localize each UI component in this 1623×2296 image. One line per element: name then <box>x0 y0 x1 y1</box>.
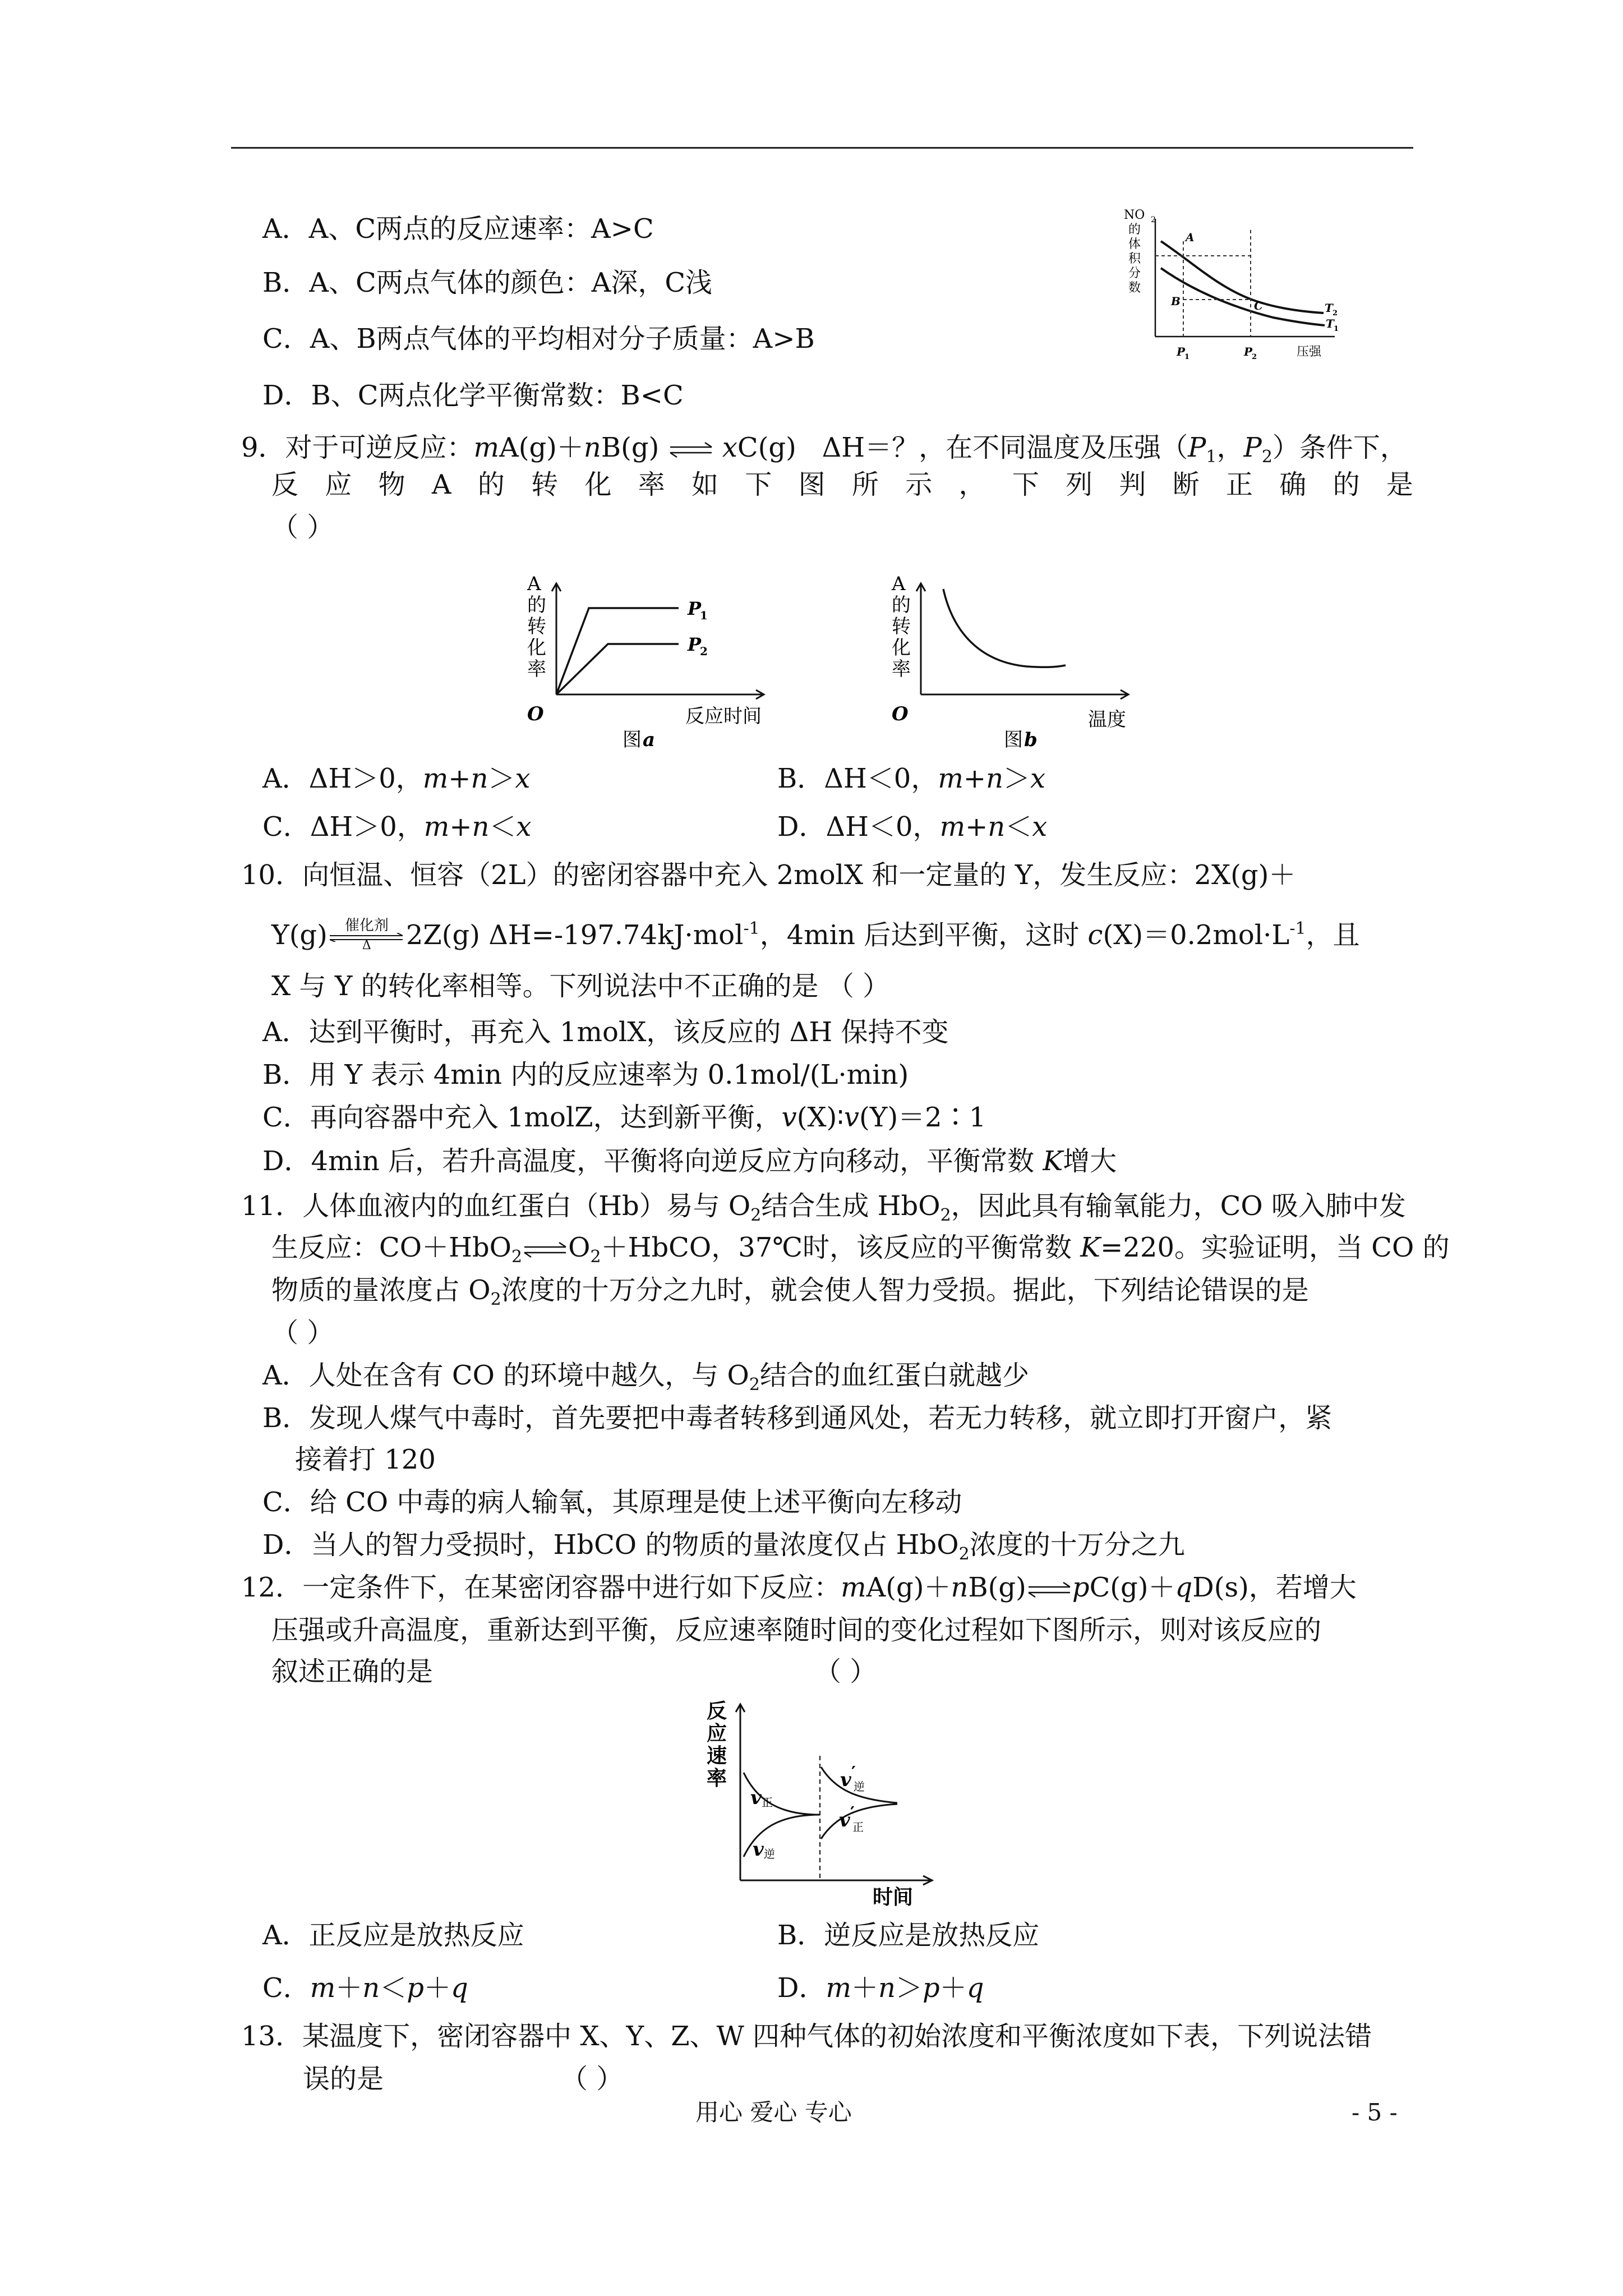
q12-v-zheng-prime: v <box>839 1809 850 1832</box>
q12-answer-paren: （ ） <box>814 1656 877 1687</box>
q9-stem-line2: 反 应 物 A 的 转 化 率 如 下 图 所 示 ， 下 列 判 断 正 确 的 是 <box>271 469 1413 500</box>
q12-option-a: A．正反应是放热反应 <box>262 1920 524 1951</box>
q12-ylabel-2: 速 <box>707 1744 727 1768</box>
q8-ylabel-0: NO <box>1124 208 1145 222</box>
q8-curve-t1: T <box>1326 317 1334 330</box>
q8-option-a: A．A、C两点的反应速率：A>C <box>262 213 654 245</box>
catalyst-arrow-icon: 催化剂 Δ <box>328 921 406 954</box>
q13-stem-line2: 误的是 <box>303 2063 384 2095</box>
q8-ylabel-3: 积 <box>1128 252 1141 266</box>
q8-curve-t2: T <box>1325 301 1333 315</box>
q9-graph-a <box>516 567 785 757</box>
q12-v-ni-prime-sub: 逆 <box>854 1780 865 1793</box>
q9-answer-paren: （ ） <box>271 512 334 543</box>
q11-option-c: C．给 CO 中毒的病人输氧，其原理是使上述平衡向左移动 <box>262 1487 962 1518</box>
q9b-ylabel-3: 化 <box>892 637 911 659</box>
q9b-xlabel: 温度 <box>1088 708 1126 731</box>
q8-option-b: B．A、C两点气体的颜色：A深，C浅 <box>262 267 713 298</box>
q8-point-a: A <box>1186 231 1195 244</box>
q9a-ylabel-1: 的 <box>527 594 546 616</box>
q9a-curve-p2-sub: 2 <box>700 645 708 658</box>
q9a-caption-letter: a <box>643 729 656 751</box>
q8-ylabel-4: 分 <box>1128 266 1141 280</box>
q8-tick-p2-sub: 2 <box>1252 353 1257 361</box>
q11-option-b-line2: 接着打 120 <box>295 1444 436 1475</box>
page-number: - 5 - <box>1352 2099 1398 2126</box>
q10-stem-line2: Y(g) 催化剂 Δ 2Z(g) ΔH=-197.74kJ·mol$^{-1}$，4min 后达到平衡，这时 $c(X)=0.2mol\cdot L^{-1}$，且 <box>271 912 1360 954</box>
q9a-ylabel-4: 率 <box>527 658 546 680</box>
q12-v-zheng-prime-sub: 正 <box>852 1820 864 1834</box>
q8-option-c: C．A、B两点气体的平均相对分子质量：A>B <box>262 323 815 355</box>
q9-graph-b <box>880 567 1150 757</box>
q11-option-d: D．当人的智力受损时，HbCO 的物质的量浓度仅占 HbO$_2$浓度的十万分之九 <box>262 1529 1185 1564</box>
q9a-xlabel: 反应时间 <box>685 705 762 728</box>
q12-v-ni-prime: v <box>840 1769 851 1791</box>
q12-v-zheng: v <box>750 1787 762 1809</box>
q12-option-d: D．m＋n＞p＋q <box>777 1972 984 2004</box>
q8-option-d: D．B、C两点化学平衡常数：B<C <box>262 380 684 411</box>
q9b-caption: 图 <box>1004 729 1023 751</box>
q9a-origin: O <box>527 703 544 725</box>
q12-ylabel-0: 反 <box>707 1699 727 1723</box>
q8-tick-p1: P <box>1177 345 1186 358</box>
q11-option-b-line1: B．发现人煤气中毒时，首先要把中毒者转移到通风处，若无力转移，就立即打开窗户，紧 <box>262 1402 1332 1434</box>
q10-stem-line3: X 与 Y 的转化率相等。下列说法中不正确的是 （ ） <box>271 970 890 1002</box>
q9b-ylabel-2: 转 <box>892 615 911 638</box>
q12-graph <box>695 1694 953 1907</box>
q9-option-b: B．ΔH＜0，m+n＞x <box>777 763 1046 794</box>
equilibrium-arrow-icon <box>522 1241 568 1258</box>
q9-stem-line1: 9．对于可逆反应：mA(g)＋nB(g) xC(g) ΔH＝？，在不同温度及压强（$P_1$，$P_2$）条件下， <box>241 432 1407 467</box>
q12-ylabel-1: 应 <box>707 1722 727 1745</box>
q12-xlabel: 时间 <box>873 1885 914 1907</box>
q9a-ylabel-3: 化 <box>527 637 546 659</box>
q12-option-c: C．m＋n＜p＋q <box>262 1972 468 2004</box>
q9a-ylabel-2: 转 <box>527 615 546 638</box>
q8-tick-p1-sub: 1 <box>1184 353 1190 361</box>
q8-point-b: B <box>1171 295 1181 308</box>
q9-option-d: D．ΔH＜0，m+n＜x <box>777 811 1048 843</box>
q13-answer-paren: （ ） <box>561 2063 624 2095</box>
q12-v-zheng-sub: 正 <box>762 1796 773 1809</box>
q9b-ylabel-0: A <box>892 573 906 595</box>
q9b-origin: O <box>892 703 909 725</box>
q12-v-ni-sub: 逆 <box>764 1847 775 1861</box>
q11-answer-paren: （ ） <box>271 1317 334 1349</box>
q9-option-c: C．ΔH＞0，m+n＜x <box>262 811 532 843</box>
equilibrium-arrow-icon <box>1026 1581 1072 1598</box>
q9b-caption-letter: b <box>1024 729 1038 751</box>
q9a-curve-p2: P <box>688 634 702 655</box>
q12-stem-line2: 压强或升高温度，重新达到平衡，反应速率随时间的变化过程如下图所示，则对该反应的 <box>271 1614 1322 1646</box>
q12-prime-1: ′ <box>851 1763 856 1783</box>
q10-option-d: D．4min 后，若升高温度，平衡将向逆反应方向移动，平衡常数 K增大 <box>262 1145 1117 1177</box>
q8-graph <box>1116 202 1352 370</box>
q9-option-a: A．ΔH＞0，m+n＞x <box>262 763 531 794</box>
q12-stem-line3: 叙述正确的是 <box>271 1656 434 1687</box>
q9a-caption: 图 <box>623 729 642 751</box>
q13-stem-line1: 13．某温度下，密闭容器中 X、Y、Z、W 四种气体的初始浓度和平衡浓度如下表，下列说法错 <box>241 2021 1372 2052</box>
footer-motto: 用心 爱心 专心 <box>695 2099 852 2126</box>
q12-v-ni: v <box>753 1838 764 1861</box>
q10-option-c: C．再向容器中充入 1molZ，达到新平衡，v(X)∶v(Y)＝2∶1 <box>262 1102 986 1133</box>
q12-prime-2: ′ <box>850 1803 855 1823</box>
q10-option-a: A．达到平衡时，再充入 1molX，该反应的 ΔH 保持不变 <box>262 1016 949 1048</box>
q9b-ylabel-4: 率 <box>892 658 911 680</box>
equilibrium-arrow-icon <box>668 441 714 458</box>
q8-ylabel-sub: 2 <box>1151 215 1156 224</box>
q8-curve-t1-sub: 1 <box>1334 325 1339 333</box>
q8-curve-t2-sub: 2 <box>1332 309 1338 318</box>
q10-stem-line1: 10．向恒温、恒容（2L）的密闭容器中充入 2molX 和一定量的 Y，发生反应：2X(g)＋ <box>241 859 1296 891</box>
q9b-ylabel-1: 的 <box>892 594 911 616</box>
q8-point-c: C <box>1254 299 1263 312</box>
q11-stem-line3: 物质的量浓度占 $O_2$浓度的十万分之九时，就会使人智力受损。据此，下列结论错误的是 <box>271 1274 1309 1309</box>
q11-option-a: A．人处在含有 CO 的环境中越久，与 $O_2$结合的血红蛋白就越少 <box>262 1360 1029 1395</box>
q9a-curve-p1-sub: 1 <box>700 609 708 622</box>
q9a-curve-p1: P <box>688 598 702 619</box>
q12-stem-line1: 12．一定条件下，在某密闭容器中进行如下反应：mA(g)＋nB(g) pC(g)＋qD(s)，若增大 <box>241 1572 1357 1603</box>
q8-xlabel: 压强 <box>1297 345 1322 359</box>
q9a-ylabel-0: A <box>527 573 541 595</box>
q8-tick-p2: P <box>1244 345 1253 358</box>
q8-ylabel-1: 的 <box>1128 223 1141 237</box>
q10-option-b: B．用 Y 表示 4min 内的反应速率为 0.1mol/(L·min) <box>262 1059 909 1091</box>
q11-stem-line2: 生反应：CO＋HbO$_2$ $O_2+HbCO$，37℃时，该反应的平衡常数 K=220。实验证明，当 CO 的 <box>271 1232 1450 1267</box>
q8-ylabel-2: 体 <box>1128 237 1141 251</box>
q12-option-b: B．逆反应是放热反应 <box>777 1920 1040 1951</box>
header-rule <box>231 147 1413 149</box>
q8-ylabel-5: 数 <box>1128 281 1141 295</box>
q11-stem-line1: 11．人体血液内的血红蛋白（Hb）易与 $O_2$结合生成 HbO$_2$，因此具有输氧能力，CO 吸入肺中发 <box>241 1190 1407 1225</box>
q12-ylabel-3: 率 <box>707 1766 727 1790</box>
